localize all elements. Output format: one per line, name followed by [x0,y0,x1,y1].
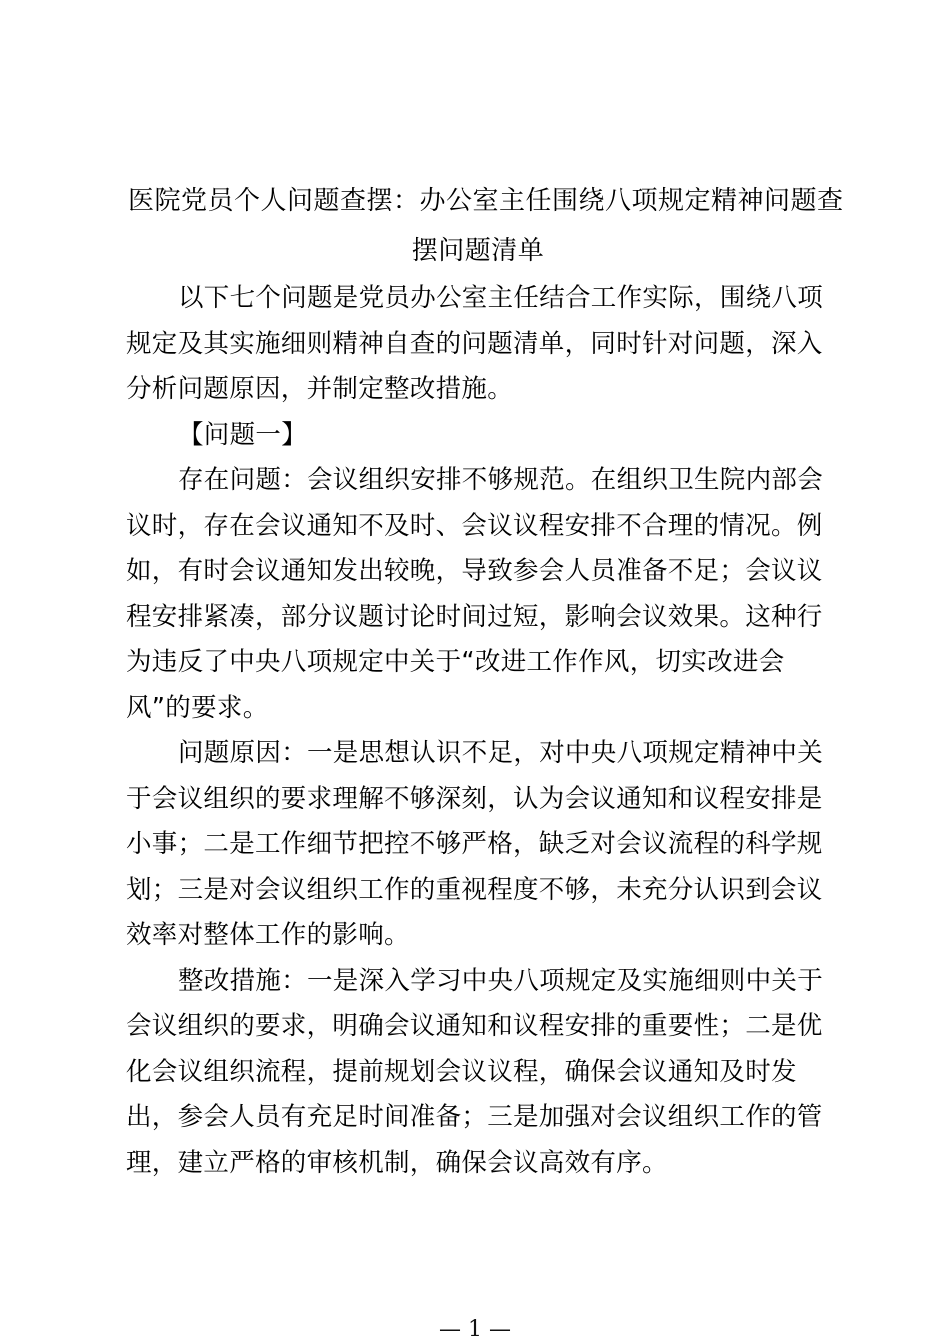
intro-paragraph [126,276,824,413]
cause-line: 效率对整体工作的影响。 [126,920,410,950]
problem-paragraph [126,458,824,731]
problem-line: 程安排紧凑，部分议题讨论时间过短，影响会议效果。这种行 [126,601,823,632]
measure-line: 理，建立严格的审核机制，确保会议高效有序。 [126,1147,668,1178]
intro-line: 规定及其实施细则精神自查的问题清单，同时针对问题，深入 [126,328,823,359]
intro-line: 以下七个问题是党员办公室主任结合工作实际，围绕八项 [178,283,824,313]
section-heading-text: 【问题一】 [178,419,308,450]
measure-paragraph [126,959,824,1187]
measure-line: 会议组织的要求，明确会议通知和议程安排的重要性；二是优 [126,1011,823,1041]
measure-line: 整改措施：一是深入学习中央八项规定及实施细则中关于 [178,965,824,996]
document-title [128,176,844,276]
cause-line: 划；三是对会议组织工作的重视程度不够，未充分认识到会议 [126,874,823,905]
title-line-1: 医院党员个人问题查摆：办公室主任围绕八项规定精神问题查 [128,186,844,216]
problem-line: 风”的要求。 [126,692,269,723]
problem-line: 为违反了中央八项规定中关于“改进工作作风，切实改进会 [126,647,785,677]
cause-line: 于会议组织的要求理解不够深刻，认为会议通知和议程安排是 [126,783,823,814]
section-heading [126,413,818,459]
page-number: — 1 — [439,1317,511,1342]
problem-line: 议时，存在会议通知不及时、会议议程安排不合理的情况。例 [126,510,823,541]
cause-line: 小事；二是工作细节把控不够严格，缺乏对会议流程的科学规 [126,829,823,859]
cause-line: 问题原因：一是思想认识不足，对中央八项规定精神中关 [178,738,824,768]
measure-line: 出，参会人员有充足时间准备；三是加强对会议组织工作的管 [126,1102,823,1132]
document-body [126,276,824,1186]
problem-line: 存在问题：会议组织安排不够规范。在组织卫生院内部会 [178,465,824,495]
title-line-2: 摆问题清单 [411,236,545,266]
intro-line: 分析问题原因，并制定整改措施。 [126,374,514,404]
cause-paragraph [126,731,824,959]
measure-line: 化会议组织流程，提前规划会议议程，确保会议通知及时发 [126,1056,797,1087]
problem-line: 如，有时会议通知发出较晚，导致参会人员准备不足；会议议 [126,556,823,586]
